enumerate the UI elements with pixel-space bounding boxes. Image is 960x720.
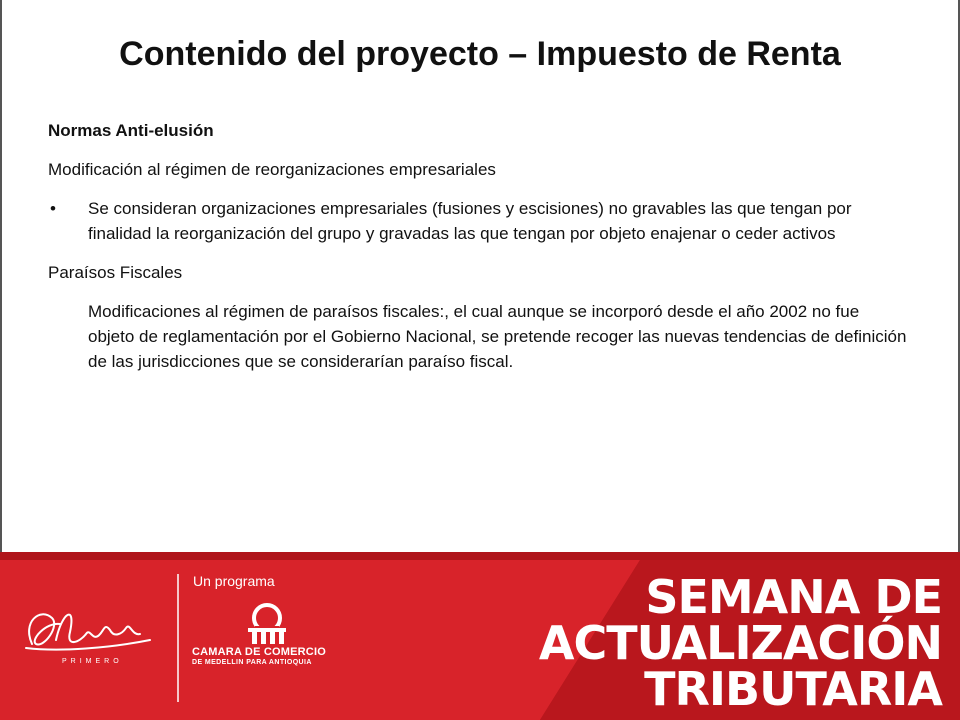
slide-body [48,118,908,374]
heading-normas: Normas Anti-elusión [48,121,214,140]
bullet-icon: • [50,199,56,218]
primero-label: PRIMERO [62,658,123,665]
bullet-text: Se consideran organizaciones empresariales (fusiones y escisiones) no gravables las que tengan por finalidad la reorganización del grupo y gravadas las que tengan por objeto enajenar o ceder activos [88,199,852,243]
section-paraisos: Paraísos Fiscales [48,263,183,282]
semana-line-2: ACTUALIZACIÓN [538,616,942,670]
semana-line-1: SEMANA DE [645,570,942,624]
footer-banner [0,552,960,720]
camara-name-line2: DE MEDELLIN PARA ANTIOQUIA [192,659,312,666]
slide-title: Contenido del proyecto – Impuesto de Renta [119,35,841,73]
semana-line-3: TRIBUTARIA [644,662,942,716]
slide-border-left [0,0,2,552]
bullet-item [48,196,908,246]
section-reorganizaciones: Modificación al régimen de reorganizaciones empresariales [48,160,496,179]
un-programa-label: Un programa [193,573,275,589]
camara-name-line1: CAMARA DE COMERCIO [192,646,326,658]
paraisos-paragraph: Modificaciones al régimen de paraísos fiscales:, el cual aunque se incorporó desde el año 2002 no fue objeto de reglamentación por el Gobierno Nacional, se pretende recoger las nuevas tendencias de definición de las jurisdicciones que se considerarían paraíso fiscal. [88,302,907,371]
